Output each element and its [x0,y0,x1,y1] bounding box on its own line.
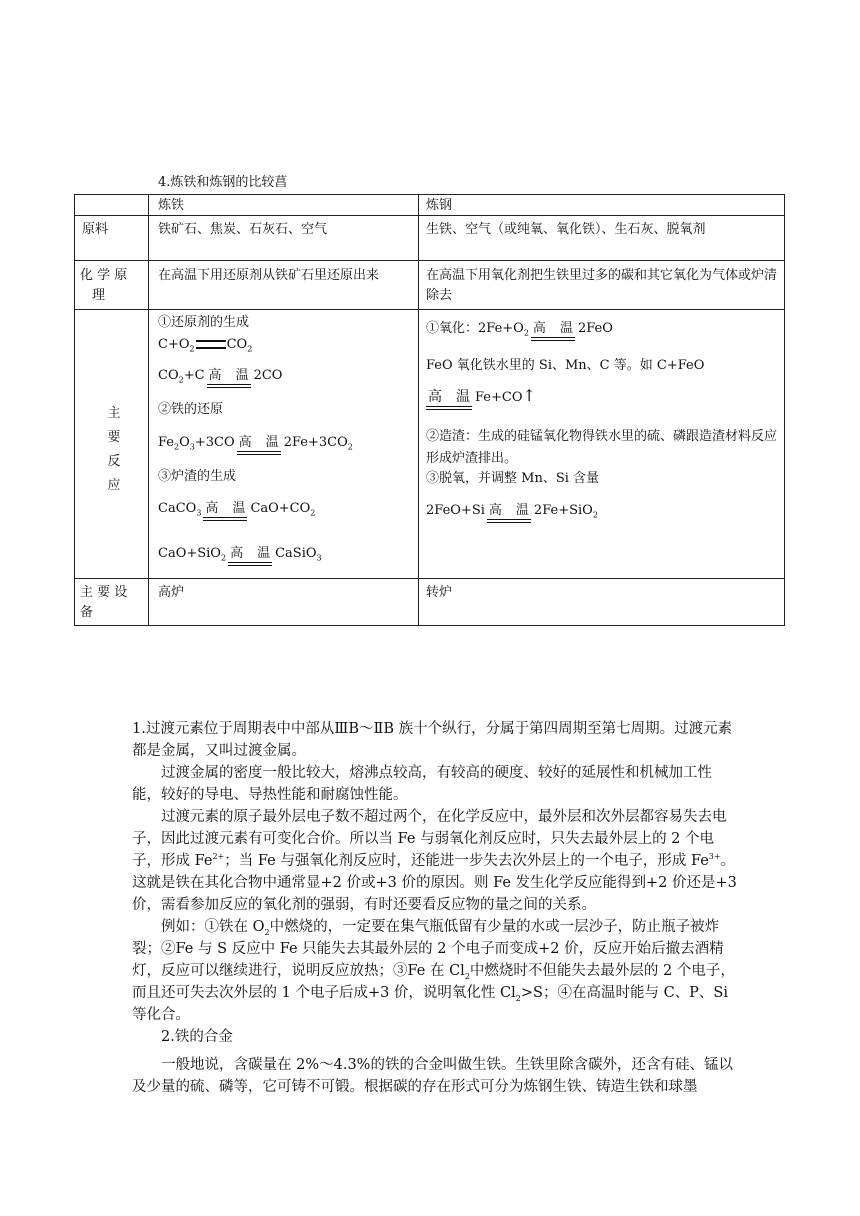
header-steel: 炼钢 [426,198,453,213]
row-label-equipment: 主 要 设 备 [80,585,128,620]
equation-caco3: CaCO$_3$ 高 温 $CaO+CO_2$ [158,500,315,521]
heading-iron-alloy: 2.铁的合金 [161,1029,233,1045]
equation-c-o2: $C+O_2$ $CO_2$ [158,337,253,354]
equation-co2-c: $CO_2+C$ 高 温 2CO [158,367,282,388]
step-deoxidation: ③脱氧，并调整 Mn、Si 含量 [426,471,600,486]
step-slag-formation: ②造渣：生成的硅锰氧化物得铁水里的硫、磷跟造渣材料反应形成炉渣排出。 [426,429,778,466]
equation-c-feo: 高 温 Fe+CO↑ [426,386,536,410]
high-temp-condition: 高 温 [237,434,281,455]
equipment-iron: 高炉 [158,585,185,600]
row-label-raw: 原料 [82,222,109,237]
paragraph-transition-elements: 1.过渡元素位于周期表中中部从ⅢB～ⅡB 族十个纵行，分属于第四周期至第七周期。过渡元素都是金属，又叫过渡金属。 [132,721,733,759]
section-title: 4.炼铁和炼钢的比较菖 [158,175,288,190]
row-label-principle: 化 学 原 理 [80,268,128,303]
paragraph-examples: 例如：①铁在 $O_2$中燃烧的，一定要在集气瓶低留有少量的水或一层沙子，防止瓶子被炸裂；②Fe 与 S 反应中 Fe 只能失去其最外层的 2 个电子而变成+2 价，反应开始后撤去酒精灯，反应可以继续进行，说明反应放热；③Fe 在 $Cl_2$中燃烧时不但能失去最外层的 2 个电子，而且还可失去次外层的 1 个电子后成+3 价，说明氧化性 $Cl_2>S$；④在高温时能与 C、P、Si 等化合。 [132,919,735,1023]
principle-iron: 在高温下用还原剂从铁矿石里还原出来 [158,268,380,283]
equation-feo-si: 2FeO+Si 高 温 2Fe+SiO$_2$ [426,502,598,523]
paragraph-pig-iron: 一般地说，含碳量在 2%～4.3%的铁的合金叫做生铁。生铁里除含碳外，还含有硅、锰以及少量的硫、磷等，它可铸不可锻。根据碳的存在形式可分为炼钢生铁、铸造生铁和球墨 [132,1057,733,1095]
equation-fe2o3: $Fe_2O_3+3CO$ 高 温 $2Fe+3CO_2$ [158,434,353,455]
high-temp-condition: 高 温 [207,367,251,388]
high-temp-condition: 高 温 [203,500,247,521]
step-iron-reduction: ②铁的还原 [158,402,224,417]
high-temp-condition: 高 温 [426,387,472,410]
equals-sign [196,340,226,349]
raw-steel: 生铁、空气（或纯氧、氧化铁）、生石灰、脱氧剂 [426,222,706,237]
feo-note: FeO 氧化铁水里的 Si、Mn、C 等。如 C+FeO [426,358,705,373]
equipment-steel: 转炉 [426,585,453,600]
principle-steel: 在高温下用氧化剂把生铁里过多的碳和其它氧化为气体或炉清除去 [426,268,778,303]
paragraph-valence: 过渡元素的原子最外层电子数不超过两个，在化学反应中，最外层和次外层都容易失去电子，因此过渡元素有可变化合价。所以当 Fe 与弱氧化剂反应时，只失去最外层上的 2 个电子，形成 $Fe^{2+}$；当 Fe 与强氧化剂反应时，还能进一步失去次外层上的一个电子，形成 $Fe^{3+}$。这就是铁在其化合物中通常显+2 价或+3 价的原因。则 Fe 发生化学反应能得到+2 价还是+3 价，需看参加反应的氧化剂的强弱，有时还要看反应物的量之间的关系。 [132,809,737,913]
gas-arrow-icon: ↑ [522,386,536,405]
high-temp-condition: 高 温 [487,502,531,523]
step-oxidation: ①氧化：$2Fe+O_2$ 高 温 2FeO [426,320,613,341]
header-iron: 炼铁 [158,198,185,213]
raw-iron: 铁矿石、焦炭、石灰石、空气 [158,222,328,237]
equation-cao-sio2: CaO+SiO$_2$ 高 温 CaSiO$_3$ [158,545,322,566]
row-label-reaction: 主 要 反 应 [107,406,121,493]
paragraph-metal-properties: 过渡金属的密度一般比较大，熔沸点较高，有较高的硬度、较好的延展性和机械加工性能，较好的导电、导热性能和耐腐蚀性能。 [132,765,712,803]
high-temp-condition: 高 温 [228,545,272,566]
high-temp-condition: 高 温 [531,320,575,341]
step-reductant: ①还原剂的生成 [158,315,250,330]
step-slag: ③炉渣的生成 [158,469,237,484]
